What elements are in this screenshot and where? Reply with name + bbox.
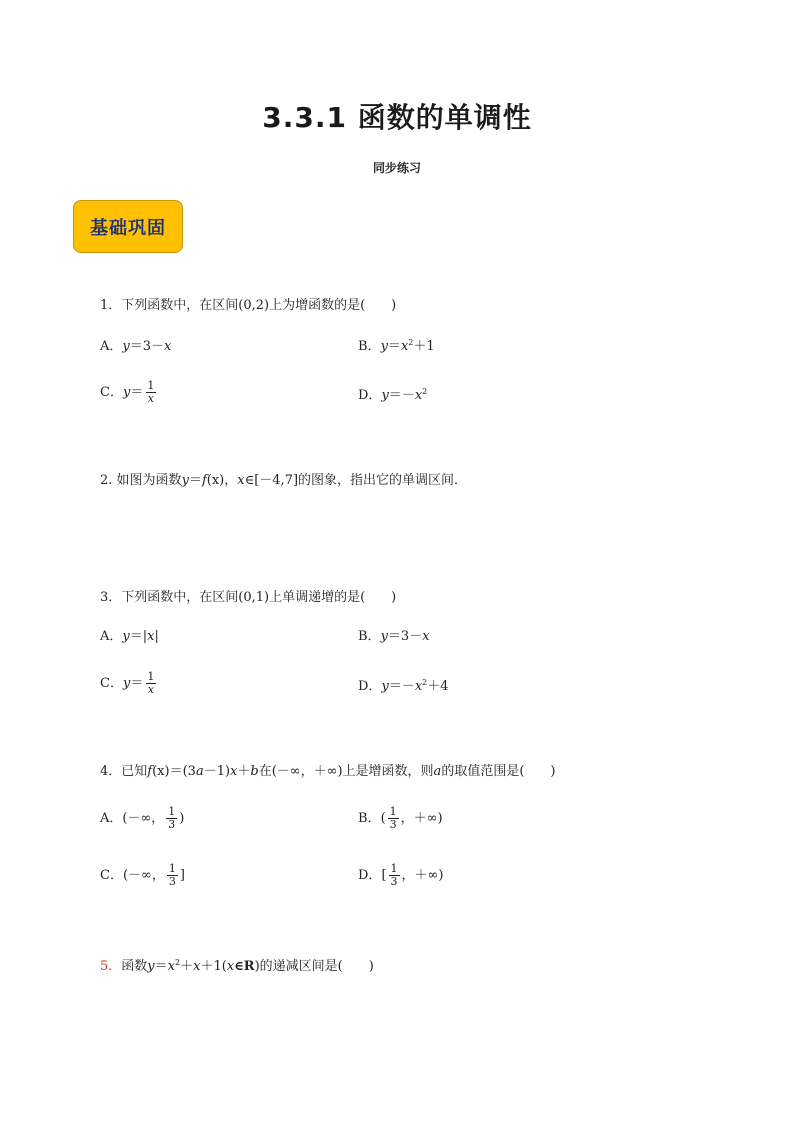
question-number: 5． [100,959,122,974]
page-title: 3.3.1 函数的单调性 [262,101,532,134]
question-2: 2. 如图为函数y＝f(x)，x∈[－4,7]的图象，指出它的单调区间． [100,473,468,488]
fraction: $\frac{1}{3}$ [168,862,176,888]
question-stem: 下列函数中，在区间(0,1)上单调递增的是( ) [121,590,397,605]
q3-option-c: C．y＝ $\frac{1}{x}$ [100,670,155,696]
fraction: $\frac{1}{x}$ [147,670,155,696]
question-number: 4． [100,764,122,779]
question-number: 3． [100,590,122,605]
fraction: $\frac{1}{3}$ [390,862,398,888]
q1-option-d: D．$y=-x^2$ [358,387,428,403]
q1-option-b: B．$y=x^2+1$ [358,338,435,354]
q3-option-d: D．$y=-x^2+4$ [358,678,449,694]
q4-option-b: B．( $\frac{1}{3}$ ，＋∞) [358,805,443,831]
q4-option-d: D．[ $\frac{1}{3}$ ，＋∞) [358,862,444,888]
page-subtitle: 同步练习 [372,161,421,175]
question-number: 1． [100,298,122,313]
question-4: 4．已知f(x)＝(3a－1)x＋b在(－∞，＋∞)上是增函数，则a的取值范围是( ) [100,764,556,779]
section-badge-label: 基础巩固 [90,217,166,239]
q1-option-c: C．y＝ $\frac{1}{x}$ [100,379,155,405]
q4-option-c: C．(－∞， $\frac{1}{3}$ ] [100,862,185,888]
question-3 [100,590,396,606]
q4-option-a: A．(－∞， $\frac{1}{3}$ ) [100,805,185,831]
question-5: 5．函数$y=x^2+x+1(x\in R)$的递减区间是( ) [100,958,374,974]
question-1 [100,298,396,314]
fraction: $\frac{1}{x}$ [147,379,155,405]
fraction: $\frac{1}{3}$ [168,805,176,831]
question-number: 2. [100,473,113,488]
fraction: $\frac{1}{3}$ [389,805,397,831]
question-stem: 下列函数中，在区间(0,2)上为增函数的是( ) [121,298,397,313]
q3-option-b: B．y＝3－x [358,629,430,644]
q1-option-a: A．y＝3－x [100,339,172,354]
section-badge [73,200,183,253]
q3-option-a: A．y＝|x| [100,629,159,644]
